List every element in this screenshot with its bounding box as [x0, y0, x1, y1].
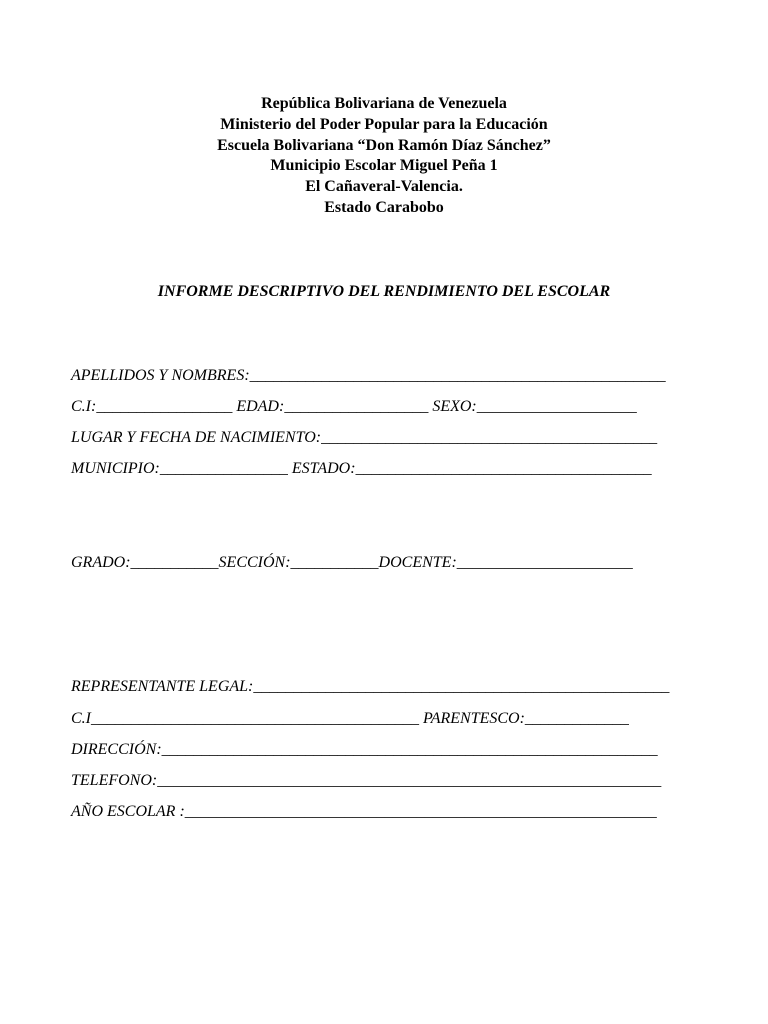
field-ci-edad-sexo[interactable]: C.I:_________________ EDAD:__________________ SEXO:____________________	[71, 398, 637, 415]
header-line-municipality: Municipio Escolar Miguel Peña 1	[270, 157, 498, 175]
field-lugar-fecha-nacimiento[interactable]: LUGAR Y FECHA DE NACIMIENTO:__________________________________________	[71, 429, 658, 446]
institution-header	[0, 94, 768, 219]
header-line-city: El Cañaveral-Valencia.	[305, 178, 463, 196]
header-line-state: Estado Carabobo	[324, 198, 444, 216]
field-grado-seccion-docente[interactable]: GRADO:___________SECCIÓN:___________DOCENTE:______________________	[71, 554, 633, 571]
header-line-ministry: Ministerio del Poder Popular para la Educación	[220, 115, 548, 133]
field-ano-escolar[interactable]: AÑO ESCOLAR :___________________________________________________________	[71, 803, 657, 820]
field-telefono[interactable]: TELEFONO:_______________________________________________________________	[71, 772, 662, 789]
document-title: INFORME DESCRIPTIVO DEL RENDIMIENTO DEL ESCOLAR	[157, 283, 611, 300]
field-apellidos-nombres[interactable]: APELLIDOS Y NOMBRES:____________________________________________________	[71, 367, 666, 384]
field-municipio-estado[interactable]: MUNICIPIO:________________ ESTADO:_____________________________________	[71, 460, 652, 477]
header-line-country: República Bolivariana de Venezuela	[261, 95, 507, 112]
header-line-school: Escuela Bolivariana “Don Ramón Díaz Sánchez”	[217, 136, 551, 154]
field-representante-legal[interactable]: REPRESENTANTE LEGAL:____________________________________________________	[71, 678, 670, 695]
field-direccion[interactable]: DIRECCIÓN:______________________________________________________________	[71, 741, 658, 758]
field-ci-parentesco[interactable]: C.I_________________________________________ PARENTESCO:_____________	[71, 710, 629, 727]
